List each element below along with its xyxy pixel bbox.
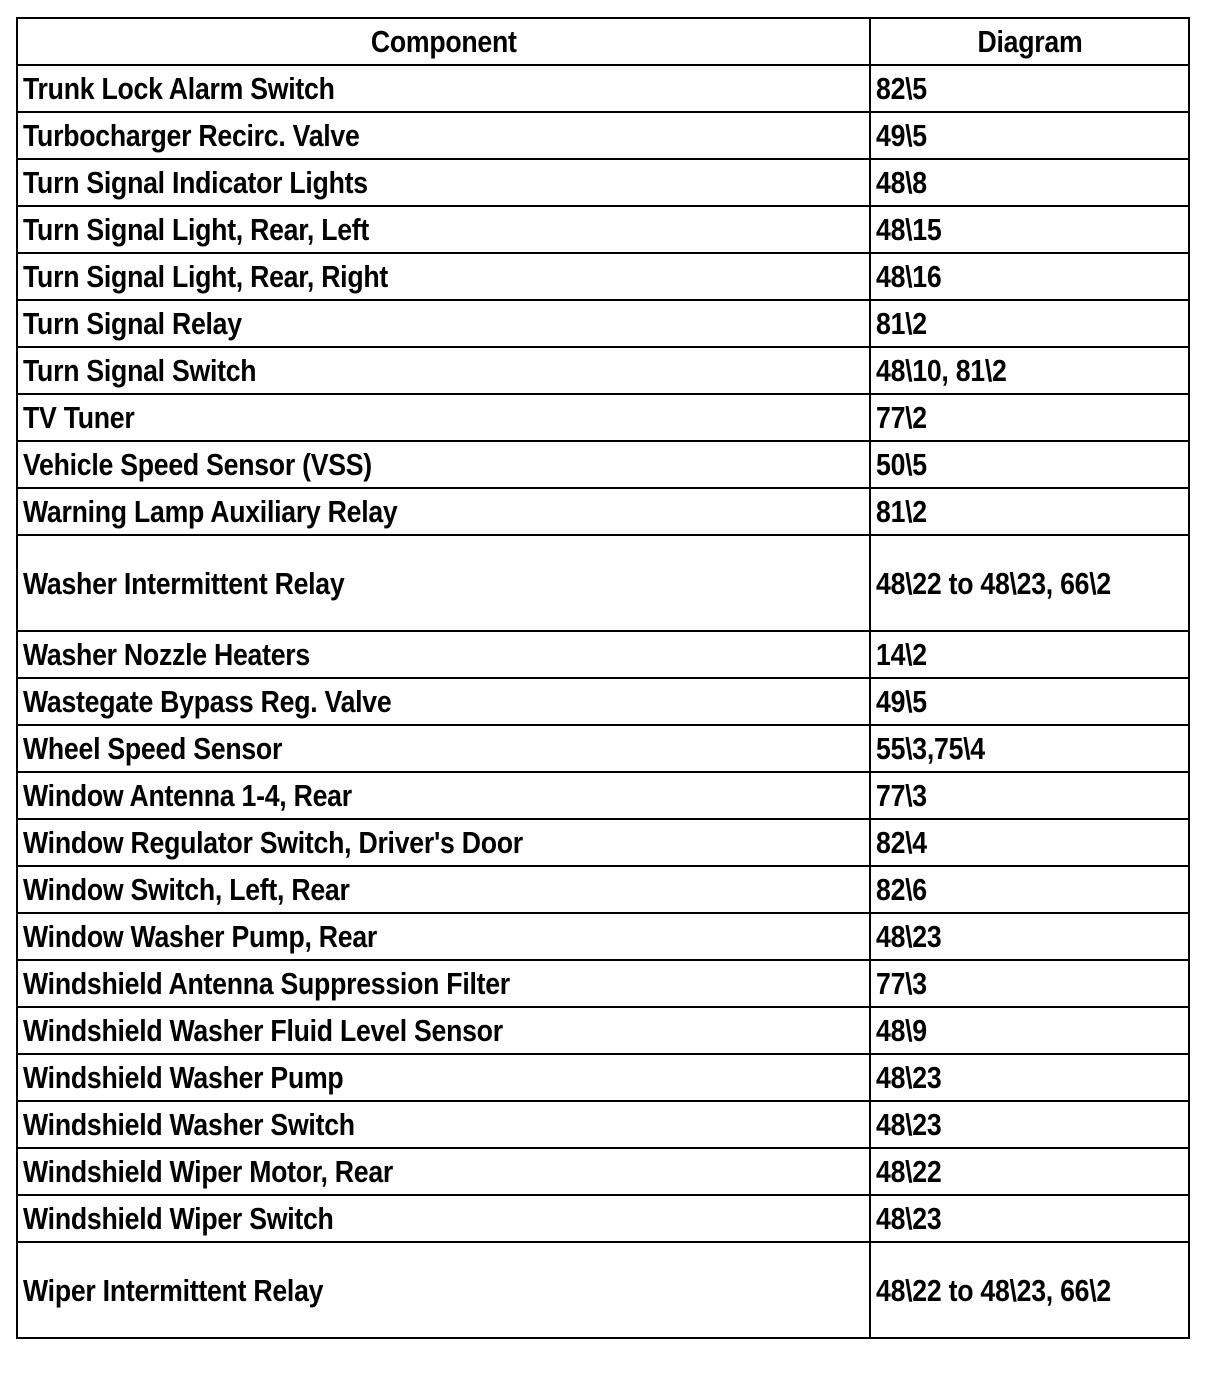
table-row	[17, 1195, 1189, 1242]
diagram-reference: 49\5	[876, 118, 927, 153]
component-name: Wiper Intermittent Relay	[23, 1272, 324, 1308]
header-label: Component	[370, 24, 517, 59]
diagram-cell	[870, 206, 1189, 253]
table-row	[17, 1242, 1189, 1338]
table-row	[17, 300, 1189, 347]
component-cell	[17, 631, 870, 678]
component-name: Turbocharger Recirc. Valve	[23, 118, 360, 153]
diagram-reference: 50\5	[876, 447, 927, 482]
table-row	[17, 819, 1189, 866]
component-name: Trunk Lock Alarm Switch	[23, 71, 335, 106]
component-diagram-table	[16, 17, 1190, 1339]
diagram-cell	[870, 631, 1189, 678]
diagram-cell	[870, 1054, 1189, 1101]
table-row	[17, 112, 1189, 159]
diagram-reference: 14\2	[876, 637, 927, 672]
component-cell	[17, 913, 870, 960]
table-row	[17, 772, 1189, 819]
diagram-reference: 48\23	[876, 1201, 942, 1236]
diagram-reference: 48\23	[876, 919, 942, 954]
table-body	[17, 65, 1189, 1338]
table-row	[17, 253, 1189, 300]
diagram-reference: 48\15	[876, 212, 942, 247]
component-name: Windshield Wiper Switch	[23, 1201, 334, 1236]
component-cell	[17, 535, 870, 631]
diagram-reference: 48\22 to 48\23, 66\2	[876, 1272, 1111, 1308]
table-row	[17, 913, 1189, 960]
table-row	[17, 394, 1189, 441]
component-cell	[17, 488, 870, 535]
component-cell	[17, 300, 870, 347]
diagram-reference: 77\3	[876, 966, 927, 1001]
component-cell	[17, 725, 870, 772]
diagram-cell	[870, 1242, 1189, 1338]
component-name: Washer Intermittent Relay	[23, 565, 345, 601]
table-row	[17, 631, 1189, 678]
component-name: Turn Signal Light, Rear, Right	[23, 259, 389, 294]
column-header-diagram	[870, 18, 1189, 65]
component-name: Windshield Washer Pump	[23, 1060, 344, 1095]
component-name: Vehicle Speed Sensor (VSS)	[23, 447, 372, 482]
table-row	[17, 1007, 1189, 1054]
component-cell	[17, 866, 870, 913]
diagram-cell	[870, 159, 1189, 206]
component-cell	[17, 819, 870, 866]
diagram-cell	[870, 394, 1189, 441]
component-name: TV Tuner	[23, 400, 135, 435]
table-row	[17, 1101, 1189, 1148]
diagram-cell	[870, 1101, 1189, 1148]
header-row	[17, 18, 1189, 65]
diagram-cell	[870, 535, 1189, 631]
component-name: Windshield Wiper Motor, Rear	[23, 1154, 394, 1189]
diagram-cell	[870, 1007, 1189, 1054]
component-cell	[17, 206, 870, 253]
component-name: Warning Lamp Auxiliary Relay	[23, 494, 398, 529]
component-name: Windshield Antenna Suppression Filter	[23, 966, 510, 1001]
diagram-cell	[870, 1195, 1189, 1242]
table-row	[17, 866, 1189, 913]
diagram-reference: 82\4	[876, 825, 927, 860]
diagram-reference: 82\5	[876, 71, 927, 106]
diagram-cell	[870, 819, 1189, 866]
component-name: Turn Signal Switch	[23, 353, 257, 388]
table-row	[17, 725, 1189, 772]
diagram-cell	[870, 772, 1189, 819]
diagram-reference: 48\23	[876, 1060, 942, 1095]
diagram-cell	[870, 678, 1189, 725]
component-cell	[17, 1007, 870, 1054]
table-row	[17, 488, 1189, 535]
diagram-cell	[870, 253, 1189, 300]
diagram-cell	[870, 913, 1189, 960]
table-row	[17, 206, 1189, 253]
column-header-component	[17, 18, 870, 65]
table-row	[17, 1148, 1189, 1195]
component-cell	[17, 347, 870, 394]
component-cell	[17, 1195, 870, 1242]
diagram-cell	[870, 488, 1189, 535]
header-label: Diagram	[977, 24, 1082, 59]
component-cell	[17, 159, 870, 206]
table-row	[17, 678, 1189, 725]
diagram-cell	[870, 441, 1189, 488]
component-cell	[17, 1054, 870, 1101]
component-cell	[17, 678, 870, 725]
table-row	[17, 960, 1189, 1007]
table-row	[17, 65, 1189, 112]
diagram-cell	[870, 347, 1189, 394]
diagram-cell	[870, 300, 1189, 347]
component-cell	[17, 772, 870, 819]
table-row	[17, 535, 1189, 631]
component-cell	[17, 1101, 870, 1148]
table-row	[17, 1054, 1189, 1101]
diagram-reference: 48\16	[876, 259, 942, 294]
diagram-reference: 48\10, 81\2	[876, 353, 1007, 388]
diagram-reference: 55\3,75\4	[876, 731, 985, 766]
component-name: Windshield Washer Fluid Level Sensor	[23, 1013, 503, 1048]
diagram-reference: 48\23	[876, 1107, 942, 1142]
diagram-reference: 81\2	[876, 494, 927, 529]
table-row	[17, 441, 1189, 488]
diagram-reference: 48\22	[876, 1154, 942, 1189]
component-cell	[17, 394, 870, 441]
diagram-cell	[870, 960, 1189, 1007]
component-cell	[17, 1148, 870, 1195]
component-cell	[17, 960, 870, 1007]
diagram-reference: 48\9	[876, 1013, 927, 1048]
diagram-cell	[870, 866, 1189, 913]
diagram-cell	[870, 65, 1189, 112]
component-name: Window Washer Pump, Rear	[23, 919, 378, 954]
component-cell	[17, 441, 870, 488]
diagram-cell	[870, 725, 1189, 772]
table-row	[17, 159, 1189, 206]
component-name: Wastegate Bypass Reg. Valve	[23, 684, 392, 719]
component-name: Wheel Speed Sensor	[23, 731, 283, 766]
component-name: Windshield Washer Switch	[23, 1107, 355, 1142]
diagram-reference: 82\6	[876, 872, 927, 907]
diagram-reference: 77\2	[876, 400, 927, 435]
component-name: Washer Nozzle Heaters	[23, 637, 310, 672]
table-row	[17, 347, 1189, 394]
diagram-reference: 77\3	[876, 778, 927, 813]
component-cell	[17, 1242, 870, 1338]
component-name: Window Switch, Left, Rear	[23, 872, 350, 907]
component-name: Turn Signal Relay	[23, 306, 242, 341]
diagram-reference: 49\5	[876, 684, 927, 719]
component-cell	[17, 253, 870, 300]
diagram-cell	[870, 112, 1189, 159]
diagram-reference: 48\22 to 48\23, 66\2	[876, 565, 1111, 601]
component-name: Turn Signal Indicator Lights	[23, 165, 368, 200]
diagram-cell	[870, 1148, 1189, 1195]
diagram-reference: 48\8	[876, 165, 927, 200]
component-cell	[17, 112, 870, 159]
diagram-reference: 81\2	[876, 306, 927, 341]
component-name: Window Regulator Switch, Driver's Door	[23, 825, 523, 860]
component-name: Turn Signal Light, Rear, Left	[23, 212, 370, 247]
component-cell	[17, 65, 870, 112]
component-name: Window Antenna 1-4, Rear	[23, 778, 352, 813]
